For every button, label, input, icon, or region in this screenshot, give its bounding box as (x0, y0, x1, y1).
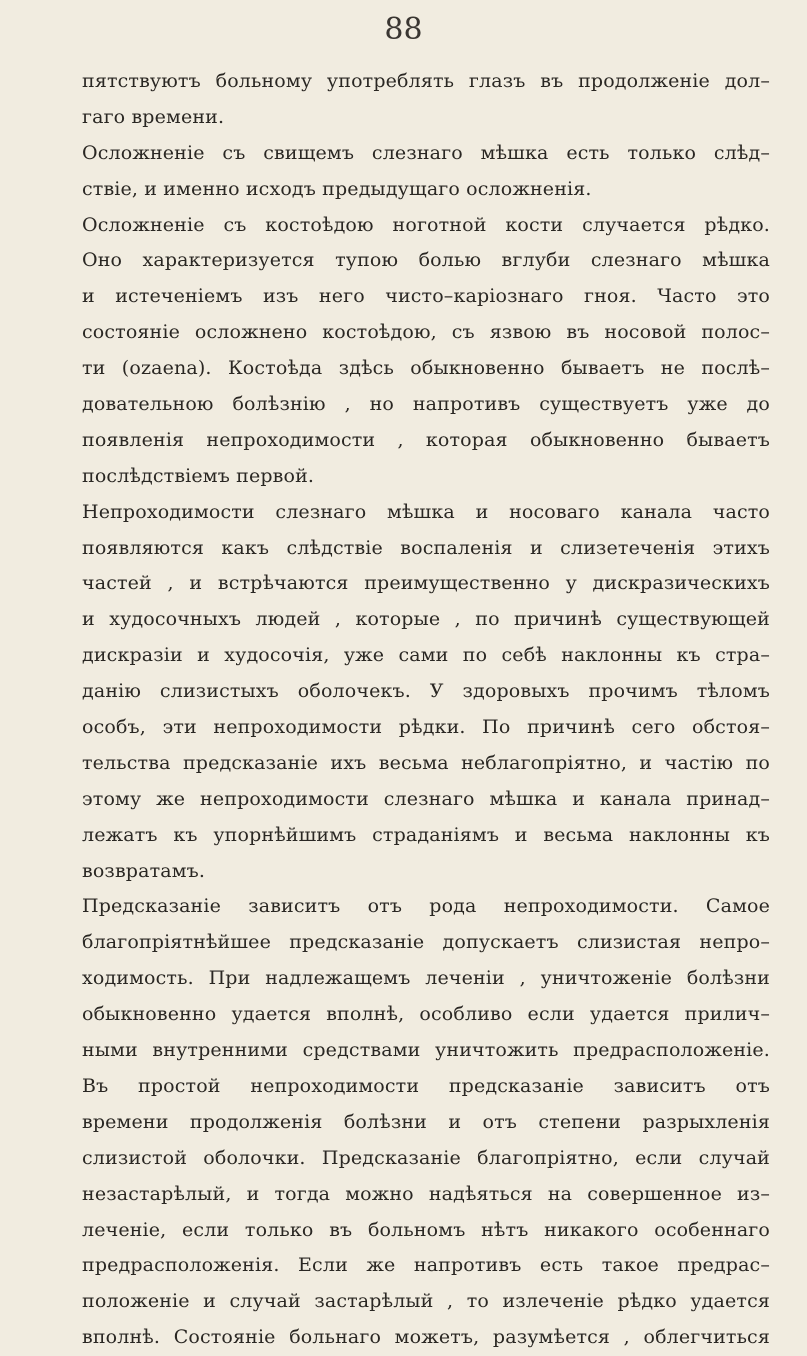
body-text (82, 64, 770, 1356)
text-line: лежатъ къ упорнѣйшимъ страданіямъ и весьма наклонны къ (82, 823, 770, 846)
text-line: дискразіи и худосочія, уже сами по себѣ наклонны къ стра– (82, 644, 770, 667)
page-number: 88 (384, 12, 423, 47)
text-line: леченіе, если только въ больномъ нѣтъ никакого особеннаго (82, 1218, 770, 1241)
text-line: данію слизистыхъ оболочекъ. У здоровыхъ прочимъ тѣломъ (82, 680, 770, 703)
text-line: вполнѣ. Состояніе больнаго можетъ, разумѣется , облегчиться (82, 1326, 770, 1349)
text-line: незастарѣлый, и тогда можно надѣяться на совершенное из– (82, 1182, 770, 1205)
text-line: времени продолженія болѣзни и отъ степени разрыхленія (82, 1110, 770, 1133)
text-line: Непроходимости слезнаго мѣшка и носоваго канала часто (82, 500, 770, 523)
text-line: послѣдствіемъ первой. (82, 464, 315, 487)
text-line: пятствуютъ больному употреблять глазъ въ продолженіе дол– (82, 70, 770, 92)
text-line: Осложненіе съ свищемъ слезнаго мѣшка есть только слѣд– (82, 141, 770, 164)
text-line: ти (ozaena). Костоѣда здѣсь обыкновенно бываетъ не послѣ– (82, 357, 770, 380)
text-line: довательною болѣзнію , но напротивъ существуетъ уже до (82, 393, 770, 416)
text-line: этому же непроходимости слезнаго мѣшка и канала принад– (82, 787, 770, 810)
text-line: Оно характеризуется тупою болью вглуби слезнаго мѣшка (82, 249, 770, 272)
text-line: возвратамъ. (82, 859, 206, 882)
text-line: Въ простой непроходимости предсказаніе зависитъ отъ (82, 1074, 770, 1097)
text-line: тельства предсказаніе ихъ весьма неблагопріятно, и частію по (82, 751, 770, 774)
text-line: частей , и встрѣчаются преимущественно у дискразическихъ (82, 572, 770, 595)
text-line: обыкновенно удается вполнѣ, особливо если удается прилич– (82, 1003, 770, 1026)
text-line: благопріятнѣйшее предсказаніе допускаетъ слизистая непро– (82, 931, 770, 954)
text-line: появленія непроходимости , которая обыкновенно бываетъ (82, 428, 770, 451)
text-line: появляются какъ слѣдствіе воспаленія и слизетеченія этихъ (82, 536, 770, 559)
text-line: особъ, эти непроходимости рѣдки. По причинѣ сего обстоя– (82, 716, 770, 739)
text-line: Осложненіе съ костоѣдою ноготной кости случается рѣдко. (82, 213, 770, 236)
text-line: ными внутренними средствами уничтожить предрасположеніе. (82, 1039, 770, 1062)
text-line: Предсказаніе зависитъ отъ рода непроходимости. Самое (82, 895, 770, 918)
text-line: предрасположенія. Если же напротивъ есть такое предрас– (82, 1254, 770, 1277)
text-line: состояніе осложнено костоѣдою, съ язвою въ носовой полос– (82, 321, 770, 344)
text-line: и худосочныхъ людей , которые , по причинѣ существующей (82, 608, 770, 631)
text-line: ствіе, и именно исходъ предыдущаго осложненія. (82, 177, 592, 200)
text-line: ходимость. При надлежащемъ леченіи , уничтоженіе болѣзни (82, 967, 770, 990)
text-line: положеніе и случай застарѣлый , то излеченіе рѣдко удается (82, 1290, 770, 1313)
text-line: слизистой оболочки. Предсказаніе благопріятно, если случай (82, 1146, 770, 1169)
text-line: и истеченіемъ изъ него чисто–каріознаго гноя. Часто это (82, 285, 770, 308)
text-line: гаго времени. (82, 105, 225, 128)
